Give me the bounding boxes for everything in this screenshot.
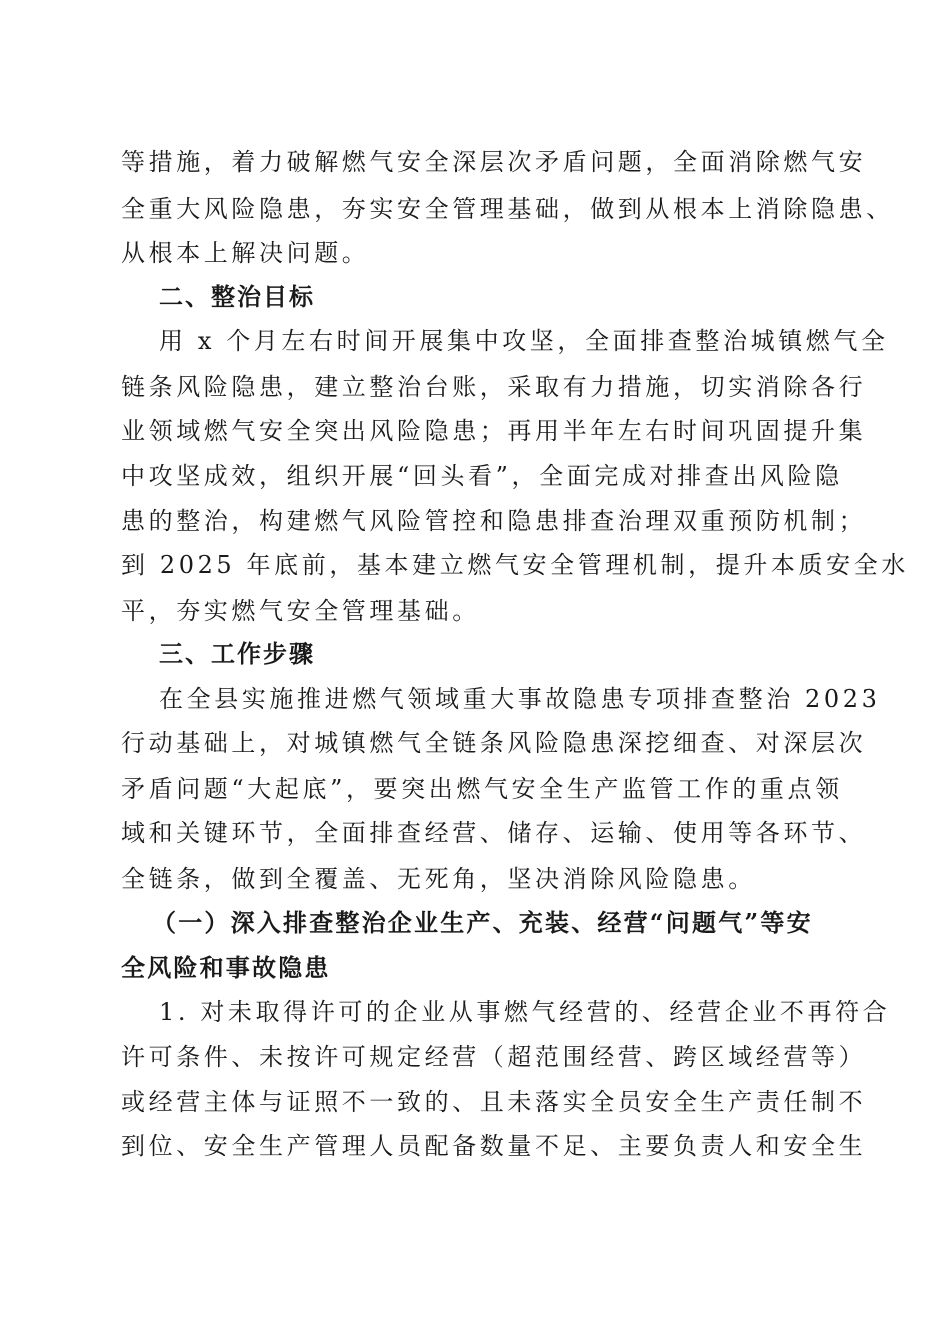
body-text-line: 矛盾问题“大起底”，要突出燃气安全生产监管工作的重点领: [121, 775, 843, 803]
subsection-heading: （一）深入排查整治企业生产、充装、经营“问题气”等安: [152, 908, 813, 937]
body-text-line: 或经营主体与证照不一致的、且未落实全员安全生产责任制不: [121, 1088, 867, 1116]
section-heading-goals: 二、整治目标: [159, 283, 315, 311]
body-text-line: 许可条件、未按许可规定经营（超范围经营、跨区域经营等）: [121, 1043, 867, 1071]
body-text-line: 到位、安全生产管理人员配备数量不足、主要负责人和安全生: [121, 1132, 867, 1160]
body-text-line: 等措施，着力破解燃气安全深层次矛盾问题，全面消除燃气安: [121, 148, 867, 176]
subsection-heading-continued: 全风险和事故隐患: [121, 953, 331, 982]
body-text-line: 中攻坚成效，组织开展“回头看”，全面完成对排查出风险隐: [121, 462, 843, 490]
body-text-line: 患的整治，构建燃气风险管控和隐患排查治理双重预防机制；: [121, 507, 867, 535]
body-text-line: 链条风险隐患，建立整治台账，采取有力措施，切实消除各行: [121, 373, 867, 401]
body-text-line: 业领域燃气安全突出风险隐患；再用半年左右时间巩固提升集: [121, 417, 867, 445]
body-text-line: 从根本上解决问题。: [121, 239, 370, 267]
body-text-line: 行动基础上，对城镇燃气全链条风险隐患深挖细查、对深层次: [121, 729, 867, 757]
numbered-item-line: 1. 对未取得许可的企业从事燃气经营的、经营企业不再符合: [159, 998, 891, 1026]
body-text-line: 在全县实施推进燃气领域重大事故隐患专项排查整治 2023: [159, 685, 881, 713]
body-text-line: 到 2025 年底前，基本建立燃气安全管理机制，提升本质安全水: [121, 551, 909, 579]
body-text-line: 用 x 个月左右时间开展集中攻坚，全面排查整治城镇燃气全: [159, 327, 889, 355]
section-heading-steps: 三、工作步骤: [159, 640, 315, 668]
body-text-line: 域和关键环节，全面排查经营、储存、运输、使用等各环节、: [121, 819, 867, 847]
body-text-line: 全重大风险隐患，夯实安全管理基础，做到从根本上消除隐患、: [121, 195, 894, 223]
body-text-line: 平，夯实燃气安全管理基础。: [121, 597, 480, 625]
body-text-line: 全链条，做到全覆盖、无死角，坚决消除风险隐患。: [121, 865, 756, 893]
